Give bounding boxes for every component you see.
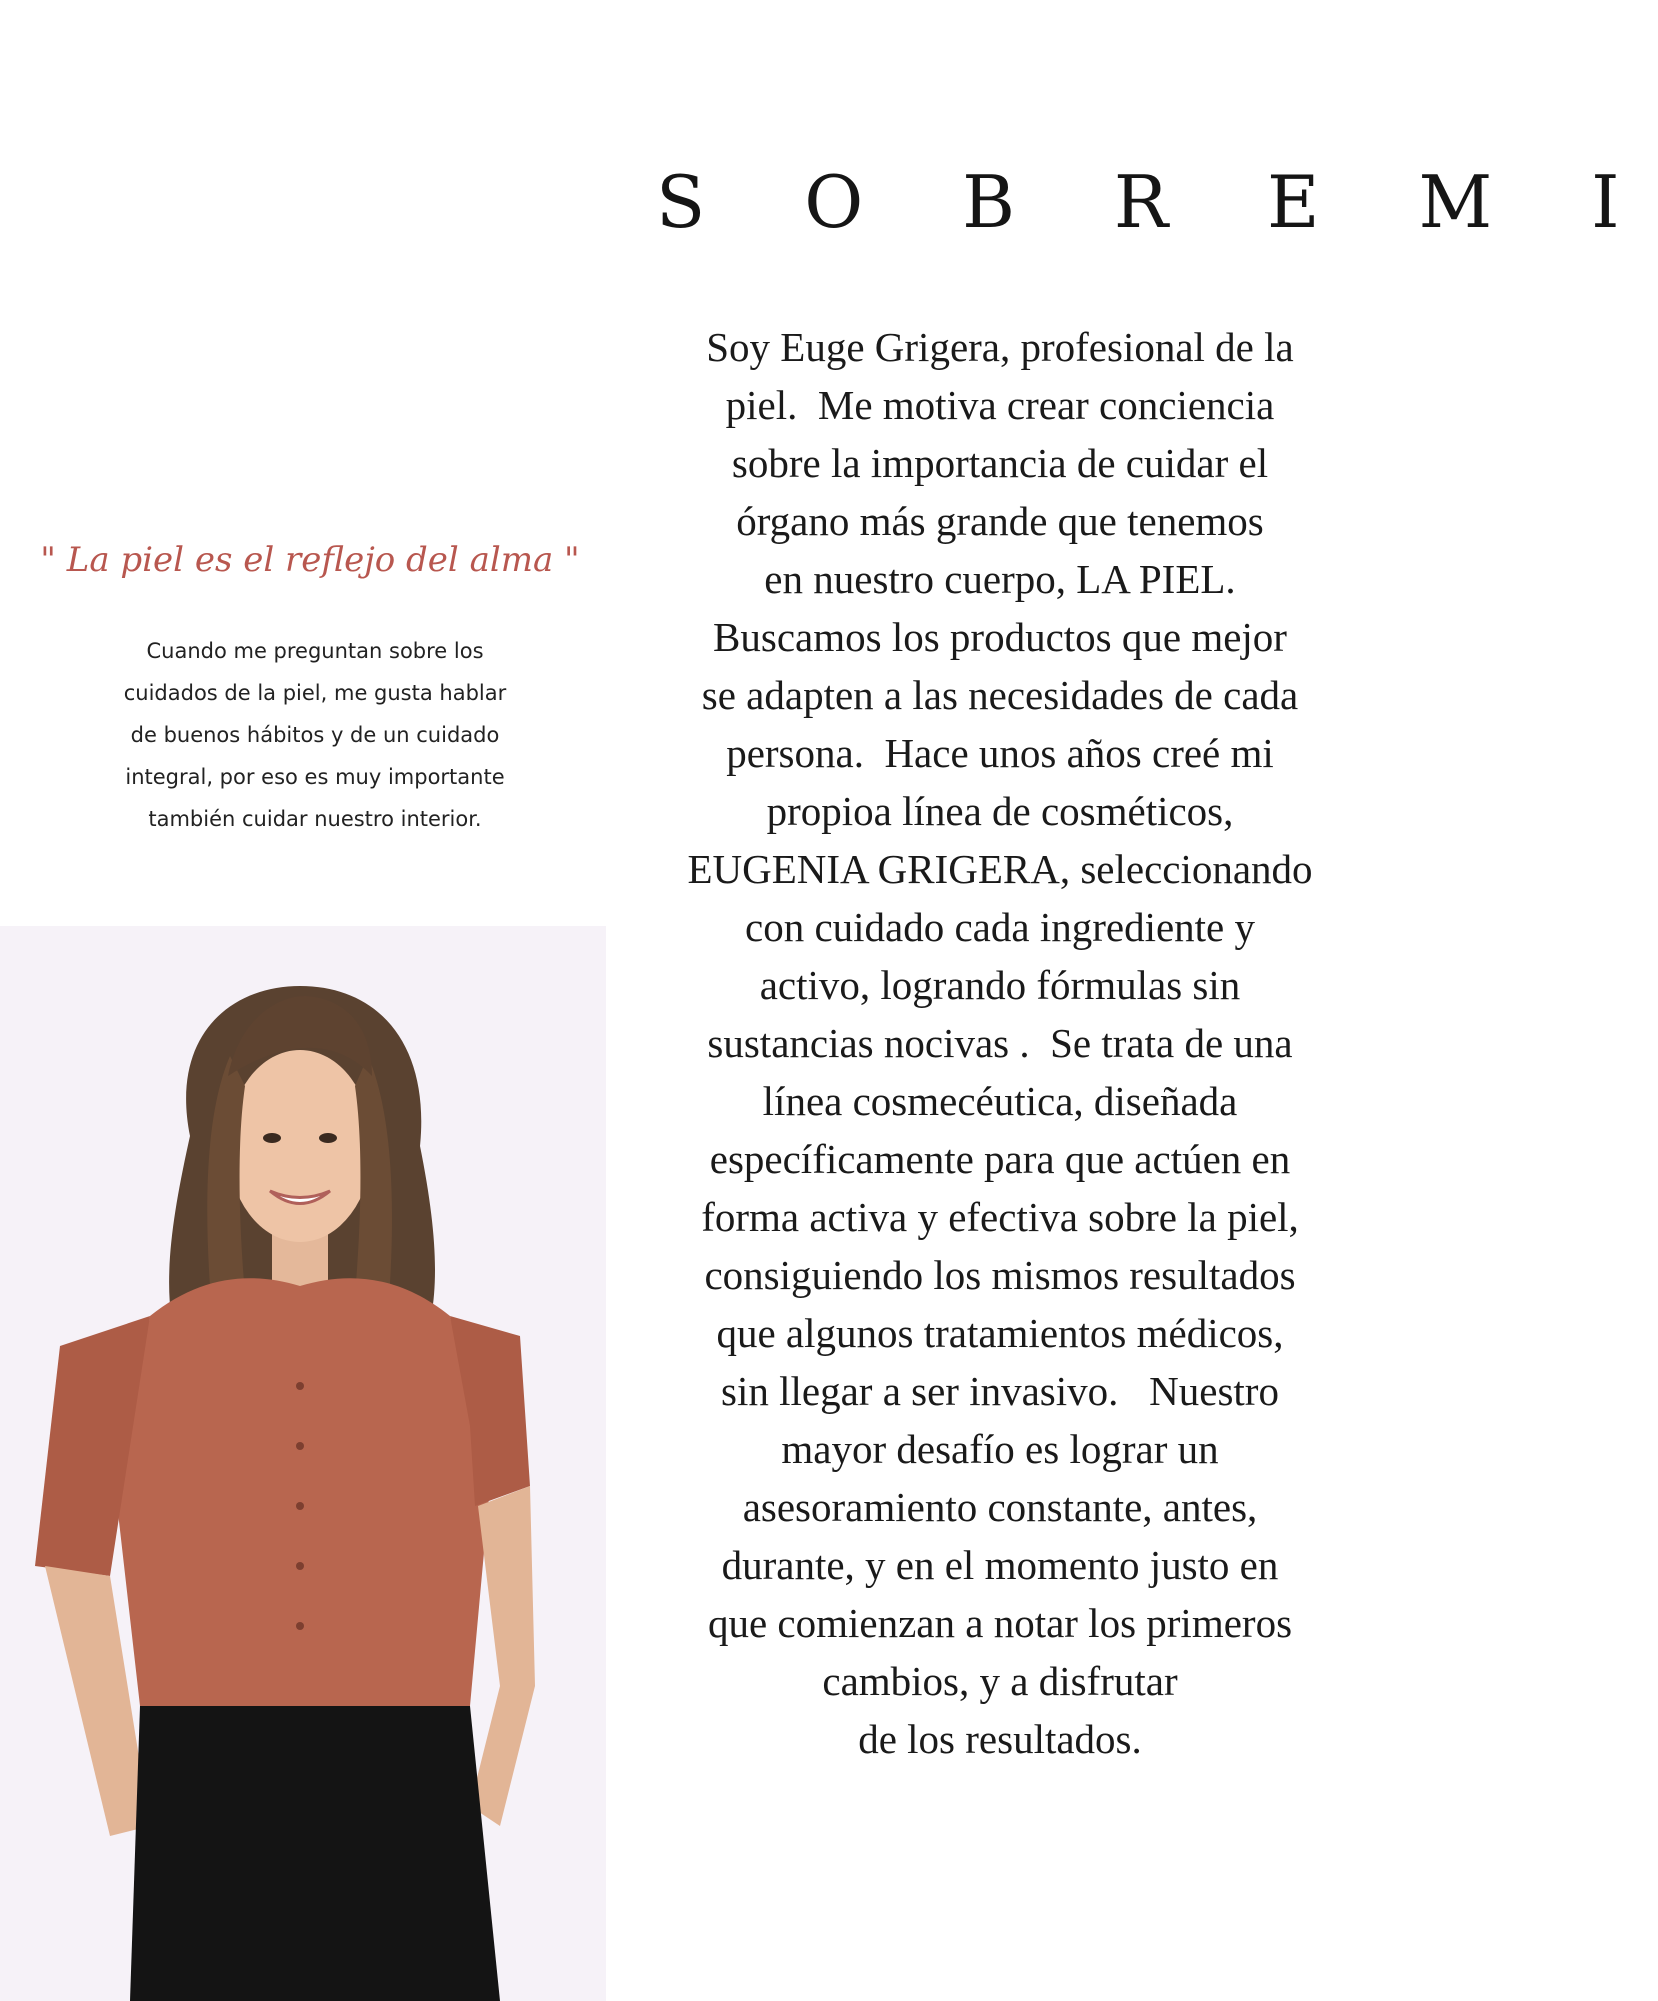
button-dot xyxy=(296,1382,304,1390)
eye-right xyxy=(319,1133,337,1143)
intro-paragraph xyxy=(50,630,580,840)
button-dot xyxy=(296,1622,304,1630)
bio-line: forma activa y efectiva sobre la piel, xyxy=(701,1194,1299,1240)
bio-line: sustancias nocivas . Se trata de una xyxy=(707,1020,1293,1066)
bio-line: en nuestro cuerpo, LA PIEL. xyxy=(764,556,1236,602)
bio-line: Buscamos los productos que mejor xyxy=(713,614,1287,660)
page-title: S O B R E M I xyxy=(656,160,1658,244)
face xyxy=(228,1050,372,1242)
bio-line: activo, logrando fórmulas sin xyxy=(759,962,1241,1008)
button-dot xyxy=(296,1442,304,1450)
bio-line: Soy Euge Grigera, profesional de la xyxy=(706,324,1294,370)
bio-line: piel. Me motiva crear conciencia xyxy=(725,382,1275,428)
bio-line: específicamente para que actúen en xyxy=(709,1136,1291,1182)
bio-line: propioa línea de cosméticos, xyxy=(766,788,1234,834)
intro-line: integral, por eso es muy importante xyxy=(125,765,505,789)
eye-left xyxy=(263,1133,281,1143)
portrait-photo xyxy=(0,926,606,2001)
bio-text xyxy=(640,318,1360,1768)
bio-line: asesoramiento constante, antes, xyxy=(742,1484,1258,1530)
bio-line: que algunos tratamientos médicos, xyxy=(716,1310,1284,1356)
bio-line: se adapten a las necesidades de cada xyxy=(701,672,1299,718)
intro-line: cuidados de la piel, me gusta hablar xyxy=(123,681,507,705)
bio-line: sobre la importancia de cuidar el xyxy=(731,440,1269,486)
blouse xyxy=(115,1278,490,1706)
portrait-illustration xyxy=(0,926,606,2001)
intro-line: de buenos hábitos y de un cuidado xyxy=(130,723,500,747)
bio-line: que comienzan a notar los primeros xyxy=(707,1600,1293,1646)
quote-text: " La piel es el reflejo del alma " xyxy=(40,540,580,580)
bio-line: consiguiendo los mismos resultados xyxy=(704,1252,1296,1298)
bio-line: órgano más grande que tenemos xyxy=(736,498,1264,544)
bio-line: EUGENIA GRIGERA, seleccionando xyxy=(687,846,1313,892)
trousers xyxy=(130,1706,500,2001)
intro-line: también cuidar nuestro interior. xyxy=(148,807,482,831)
bio-line: con cuidado cada ingrediente y xyxy=(745,904,1255,950)
bio-line: sin llegar a ser invasivo. Nuestro xyxy=(721,1368,1279,1414)
bio-line: línea cosmecéutica, diseñada xyxy=(762,1078,1238,1124)
bio-line: persona. Hace unos años creé mi xyxy=(726,730,1274,776)
bio-line: cambios, y a disfrutar xyxy=(822,1658,1178,1704)
button-dot xyxy=(296,1502,304,1510)
button-dot xyxy=(296,1562,304,1570)
intro-line: Cuando me preguntan sobre los xyxy=(146,639,484,663)
bio-line: de los resultados. xyxy=(858,1716,1142,1762)
bio-line: mayor desafío es lograr un xyxy=(781,1426,1219,1472)
bio-line: durante, y en el momento justo en xyxy=(721,1542,1279,1588)
